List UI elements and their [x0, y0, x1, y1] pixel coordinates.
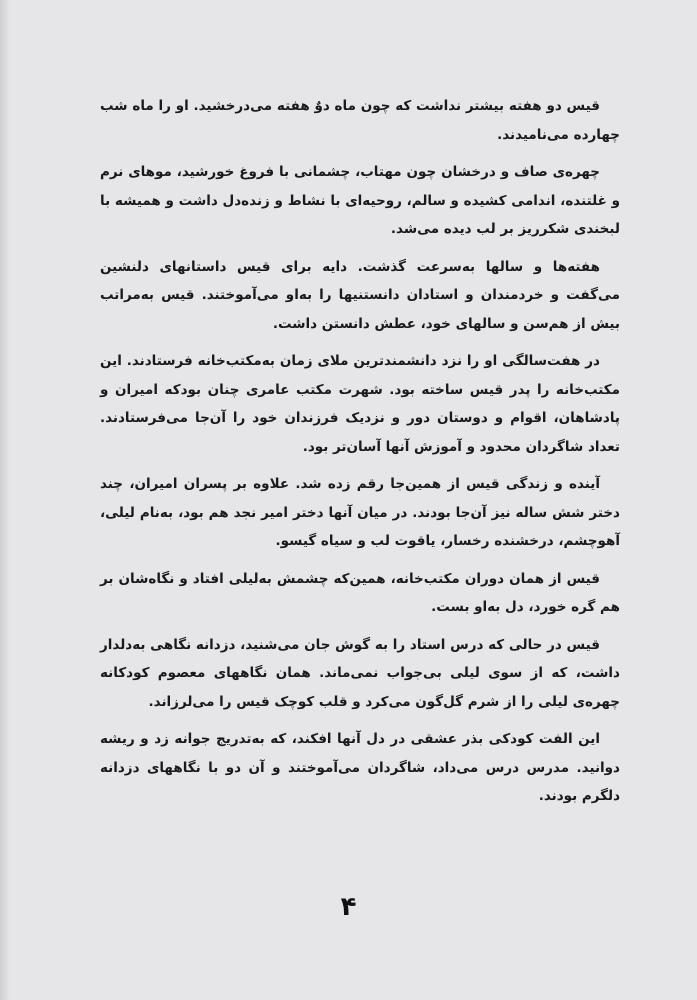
body-text: [100, 92, 620, 820]
paragraph-2: چهره‌ی صاف و درخشان چون مهتاب، چشمانی با فروغ خورشید، موهای نرم و غلتنده، اندامی کشیده و سالم، روحیه‌ای با نشاط و زنده‌دل داشت و همیشه با لبخندی شکرریز بر لب دیده می‌شد.: [100, 164, 620, 237]
page-binding-edge: [0, 0, 10, 1000]
page-number: ۴: [340, 892, 357, 922]
paragraph-7: قیس در حالی که درس استاد را به گوش جان می‌شنید، دزدانه نگاهی به‌دلدار داشت، که از سوی لیلی بی‌جواب نمی‌ماند. همان نگاههای معصوم کودکانه چهره‌ی لیلی را از شرم گل‌گون می‌کرد و قلب کوچک قیس را می‌لرزاند.: [100, 636, 620, 710]
paragraph-5: آینده و زندگی قیس از همین‌جا رقم زده شد. علاوه بر پسران امیران، چند دختر شش ساله نیز آن‌جا بودند. در میان آنها دختر امیر نجد هم بود، به‌نام لیلی، آهوچشم، درخشنده رخسار، یاقوت لب و سیاه گیسو.: [100, 476, 620, 549]
paragraph-8: این الفت کودکی بذر عشقی در دل آنها افکند، که به‌تدریج جوانه زد و ریشه دوانید. مدرس درس می‌داد، شاگردان می‌آموختند و آن دو با نگاههای دزدانه دلگرم بودند.: [100, 731, 620, 804]
paragraph-1: قیس دو هفته بیشتر نداشت که چون ماه دوٌ هفته می‌درخشید. او را ماه شب چهارده می‌نامیدند.: [100, 98, 620, 143]
paragraph-4: در هفت‌سالگی او را نزد دانشمندترین ملای زمان به‌مکتب‌خانه فرستادند. این مکتب‌خانه را پدر قیس ساخته بود. شهرت مکتب عامری چنان بودکه امیران و پادشاهان، اقوام و دوستان دور و نزدیک فرزندان خود را آن‌جا می‌فرستادند. تعداد شاگردان محدود و آموزش آنها آسان‌تر بود.: [100, 353, 620, 455]
paragraph-6: قیس از همان دوران مکتب‌خانه، همین‌که چشمش به‌لیلی افتاد و نگاه‌شان بر هم گره خورد، دل به‌او بست.: [100, 570, 620, 615]
paragraph-3: هفته‌ها و سالها به‌سرعت گذشت. دایه برای قیس داستانهای دلنشین می‌گفت و خردمندان و استادان دانستنیها را به‌او می‌آموختند. قیس به‌مراتب بیش از هم‌سن و سالهای خود، عطش دانستن داشت.: [100, 258, 620, 332]
